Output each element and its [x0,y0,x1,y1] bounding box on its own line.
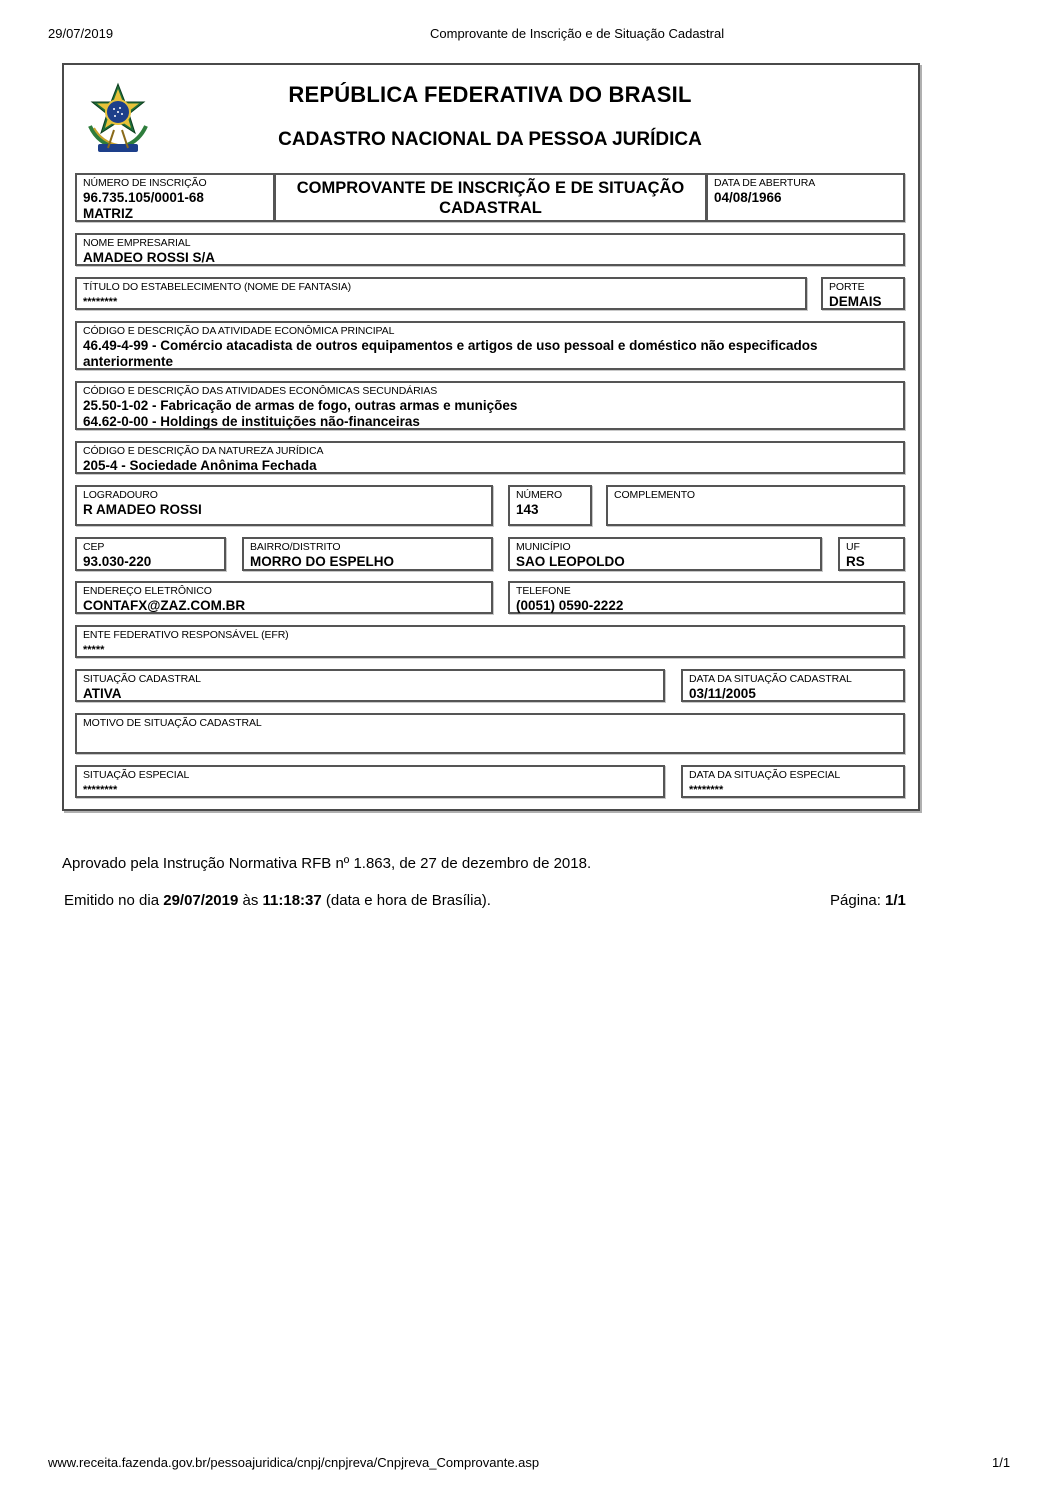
company-name-label: NOME EMPRESARIAL [83,237,191,249]
issued-time: 11:18:37 [262,892,322,909]
city-box [508,537,822,571]
special-status-date-label: DATA DA SITUAÇÃO ESPECIAL [689,769,841,781]
special-status-label: SITUAÇÃO ESPECIAL [83,769,190,781]
legal-nature-label: CÓDIGO E DESCRIÇÃO DA NATUREZA JURÍDICA [83,445,324,457]
complement-box [606,485,905,526]
document-title-line2: CADASTRAL [439,199,542,217]
email-box [75,581,493,614]
city: SAO LEOPOLDO [516,554,625,569]
issued-line [64,892,491,909]
document-title-box [274,173,707,222]
phone-box [508,581,905,614]
issued-date: 29/07/2019 [163,892,239,909]
city-label: MUNICÍPIO [516,541,571,553]
status-value: ATIVA [83,686,122,701]
email: CONTAFX@ZAZ.COM.BR [83,598,246,613]
registration-number-box [75,173,275,222]
status-label: SITUAÇÃO CADASTRAL [83,673,201,685]
registry-heading: CADASTRO NACIONAL DA PESSOA JURÍDICA [278,129,702,150]
print-header-date: 29/07/2019 [48,26,114,41]
street-box [75,485,493,526]
page-indicator-label: Página: [830,892,886,909]
secondary-activities-label: CÓDIGO E DESCRIÇÃO DAS ATIVIDADES ECONÔMICAS SECUNDÁRIAS [83,385,438,397]
legal-nature-box [75,441,905,474]
page-indicator-value: 1/1 [885,892,906,909]
trade-name: ******** [83,296,118,308]
print-footer-page: 1/1 [992,1455,1011,1470]
status-reason-label: MOTIVO DE SITUAÇÃO CADASTRAL [83,717,262,729]
efr-label: ENTE FEDERATIVO RESPONSÁVEL (EFR) [83,629,289,641]
uf-label: UF [846,541,860,553]
page-indicator [830,892,906,909]
print-footer-url: www.receita.fazenda.gov.br/pessoajuridica/cnpj/cnpjreva/Cnpjreva_Comprovante.asp [48,1455,540,1470]
main-activity-label: CÓDIGO E DESCRIÇÃO DA ATIVIDADE ECONÔMICA PRINCIPAL [83,325,395,337]
secondary-activity-item: 25.50-1-02 - Fabricação de armas de fogo, outras armas e munições [83,398,518,413]
issued-suffix: (data e hora de Brasília). [321,892,491,909]
main-activity-box [75,321,905,370]
main-activity: 46.49-4-99 - Comércio atacadista de outros equipamentos e artigos de uso pessoal e doméstico não especificados anteriormente [83,338,818,369]
size-label: PORTE [829,281,865,293]
efr-box [75,625,905,658]
street: R AMADEO ROSSI [83,502,202,517]
street-number-label: NÚMERO [516,489,563,501]
issued-middle: às [238,892,263,909]
registration-number: 96.735.105/0001-68 [83,190,204,205]
size-value: DEMAIS [829,294,882,309]
secondary-activity-item: 64.62-0-00 - Holdings de instituições não-financeiras [83,414,420,429]
issued-prefix: Emitido no dia [64,892,164,909]
district: MORRO DO ESPELHO [250,554,395,569]
country-heading: REPÚBLICA FEDERATIVA DO BRASIL [288,82,692,107]
special-status-box [75,765,665,798]
cep-box [75,537,226,571]
company-name-box [75,233,905,266]
opening-date-label: DATA DE ABERTURA [714,177,816,189]
complement-label: COMPLEMENTO [614,489,695,501]
uf: RS [846,554,865,569]
street-number: 143 [516,502,539,517]
cep: 93.030-220 [83,554,152,569]
approval-text: Aprovado pela Instrução Normativa RFB nº 1.863, de 27 de dezembro de 2018. [62,855,592,872]
legal-nature: 205-4 - Sociedade Anônima Fechada [83,458,317,473]
efr-value: ***** [83,644,105,656]
street-number-box [508,485,592,526]
opening-date-box [706,173,905,222]
cep-label: CEP [83,541,105,553]
special-status-date: ******** [689,784,724,796]
status-box [75,669,665,702]
district-label: BAIRRO/DISTRITO [250,541,341,553]
special-status: ******** [83,784,118,796]
opening-date: 04/08/1966 [714,190,782,205]
print-header-title: Comprovante de Inscrição e de Situação Cadastral [430,26,725,41]
registration-type: MATRIZ [83,206,133,221]
status-reason-box [75,713,905,754]
uf-box [838,537,905,571]
registration-number-label: NÚMERO DE INSCRIÇÃO [83,177,207,189]
company-name: AMADEO ROSSI S/A [83,250,216,265]
status-date-label: DATA DA SITUAÇÃO CADASTRAL [689,673,852,685]
street-label: LOGRADOURO [83,489,158,501]
status-date-box [681,669,905,702]
trade-name-label: TÍTULO DO ESTABELECIMENTO (NOME DE FANTASIA) [83,281,352,293]
status-date: 03/11/2005 [689,686,756,701]
size-box [821,277,905,310]
email-label: ENDEREÇO ELETRÔNICO [83,585,212,597]
secondary-activities-box [75,381,905,430]
district-box [242,537,493,571]
document-title-line1: COMPROVANTE DE INSCRIÇÃO E DE SITUAÇÃO [296,179,685,197]
phone: (0051) 0590-2222 [516,598,624,613]
phone-label: TELEFONE [516,585,571,597]
document-title [276,178,705,218]
trade-name-box [75,277,807,310]
special-status-date-box [681,765,905,798]
